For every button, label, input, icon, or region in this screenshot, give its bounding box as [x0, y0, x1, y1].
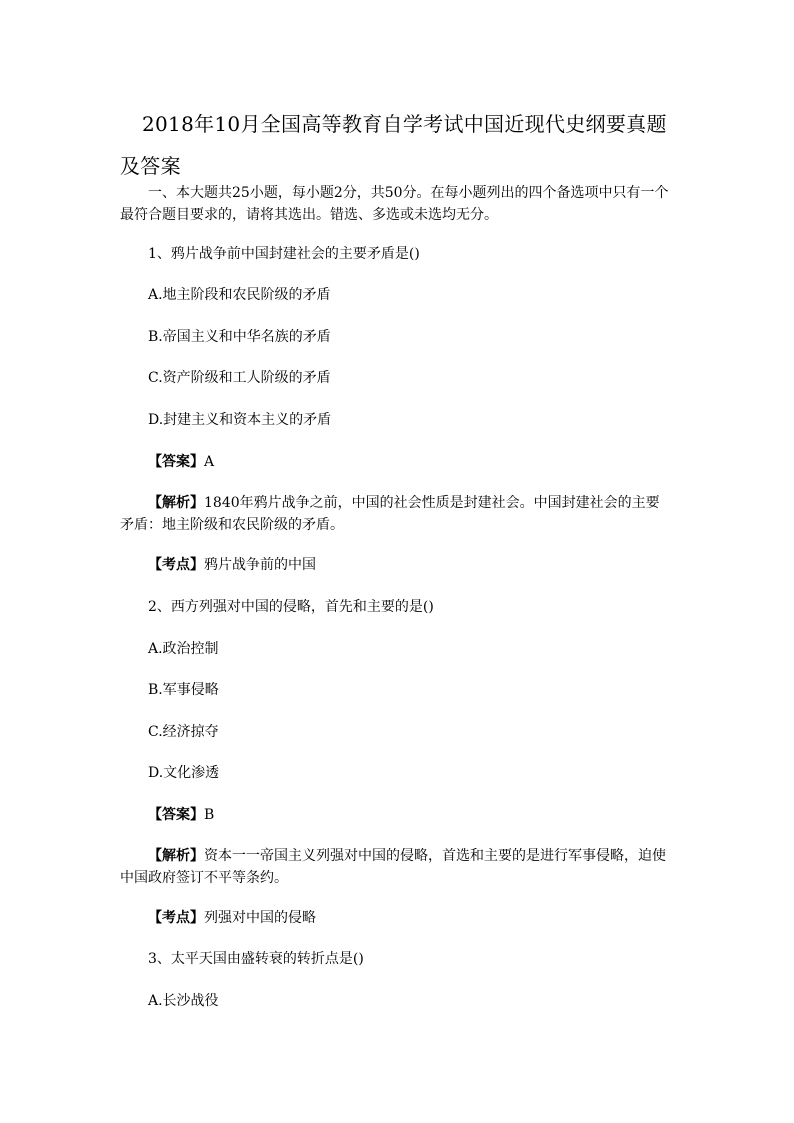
question-3-option-a: A.长沙战役 [148, 993, 219, 1009]
question-2-option-b: B.军事侵略 [148, 682, 219, 698]
question-2-option-a: A.政治控制 [148, 641, 219, 657]
question-1-option-c: C.资产阶级和工人阶级的矛盾 [148, 370, 331, 386]
point-text: 鸦片战争前的中国 [204, 557, 316, 573]
point-text: 列强对中国的侵略 [204, 910, 316, 926]
section-instructions: 一、本大题共25小题，每小题2分，共50分。在每小题列出的四个备选项中只有一个最符合题目要求的，请将其选出。错选、多选或未选均无分。 [120, 185, 669, 223]
question-1-option-d: D.封建主义和资本主义的矛盾 [148, 412, 332, 428]
analysis-tag: 【解析】 [148, 848, 204, 864]
question-2-stem: 2、西方列强对中国的侵略，首先和主要的是() [148, 599, 434, 615]
document-title: 2018年10月全国高等教育自学考试中国近现代史纲要真题及答案 [120, 112, 667, 178]
analysis-text: 1840年鸦片战争之前，中国的社会性质是封建社会。中国封建社会的主要矛盾：地主阶级和农民阶级的矛盾。 [120, 495, 660, 533]
question-1-stem: 1、鸦片战争前中国封建社会的主要矛盾是() [148, 246, 420, 262]
point-tag: 【考点】 [148, 557, 204, 573]
question-1-analysis [120, 492, 672, 536]
answer-value: B [204, 807, 215, 823]
question-3-stem: 3、太平天国由盛转衰的转折点是() [148, 951, 364, 967]
question-1-option-b: B.帝国主义和中华名族的矛盾 [148, 329, 331, 345]
analysis-text: 资本一一帝国主义列强对中国的侵略，首选和主要的是进行军事侵略，迫使中国政府签订不平等条约。 [120, 848, 666, 886]
question-1-option-a: A.地主阶段和农民阶级的矛盾 [148, 287, 331, 303]
question-2-analysis [120, 845, 672, 889]
question-2-option-d: D.文化渗透 [148, 765, 220, 781]
question-1-answer [148, 451, 672, 473]
question-2-answer [148, 804, 672, 826]
answer-value: A [204, 454, 215, 470]
question-2-point [148, 907, 672, 929]
question-2-option-c: C.经济掠夺 [148, 724, 219, 740]
point-tag: 【考点】 [148, 910, 204, 926]
answer-tag: 【答案】 [148, 807, 204, 823]
answer-tag: 【答案】 [148, 454, 204, 470]
analysis-tag: 【解析】 [148, 495, 204, 511]
question-1-point [148, 554, 672, 576]
